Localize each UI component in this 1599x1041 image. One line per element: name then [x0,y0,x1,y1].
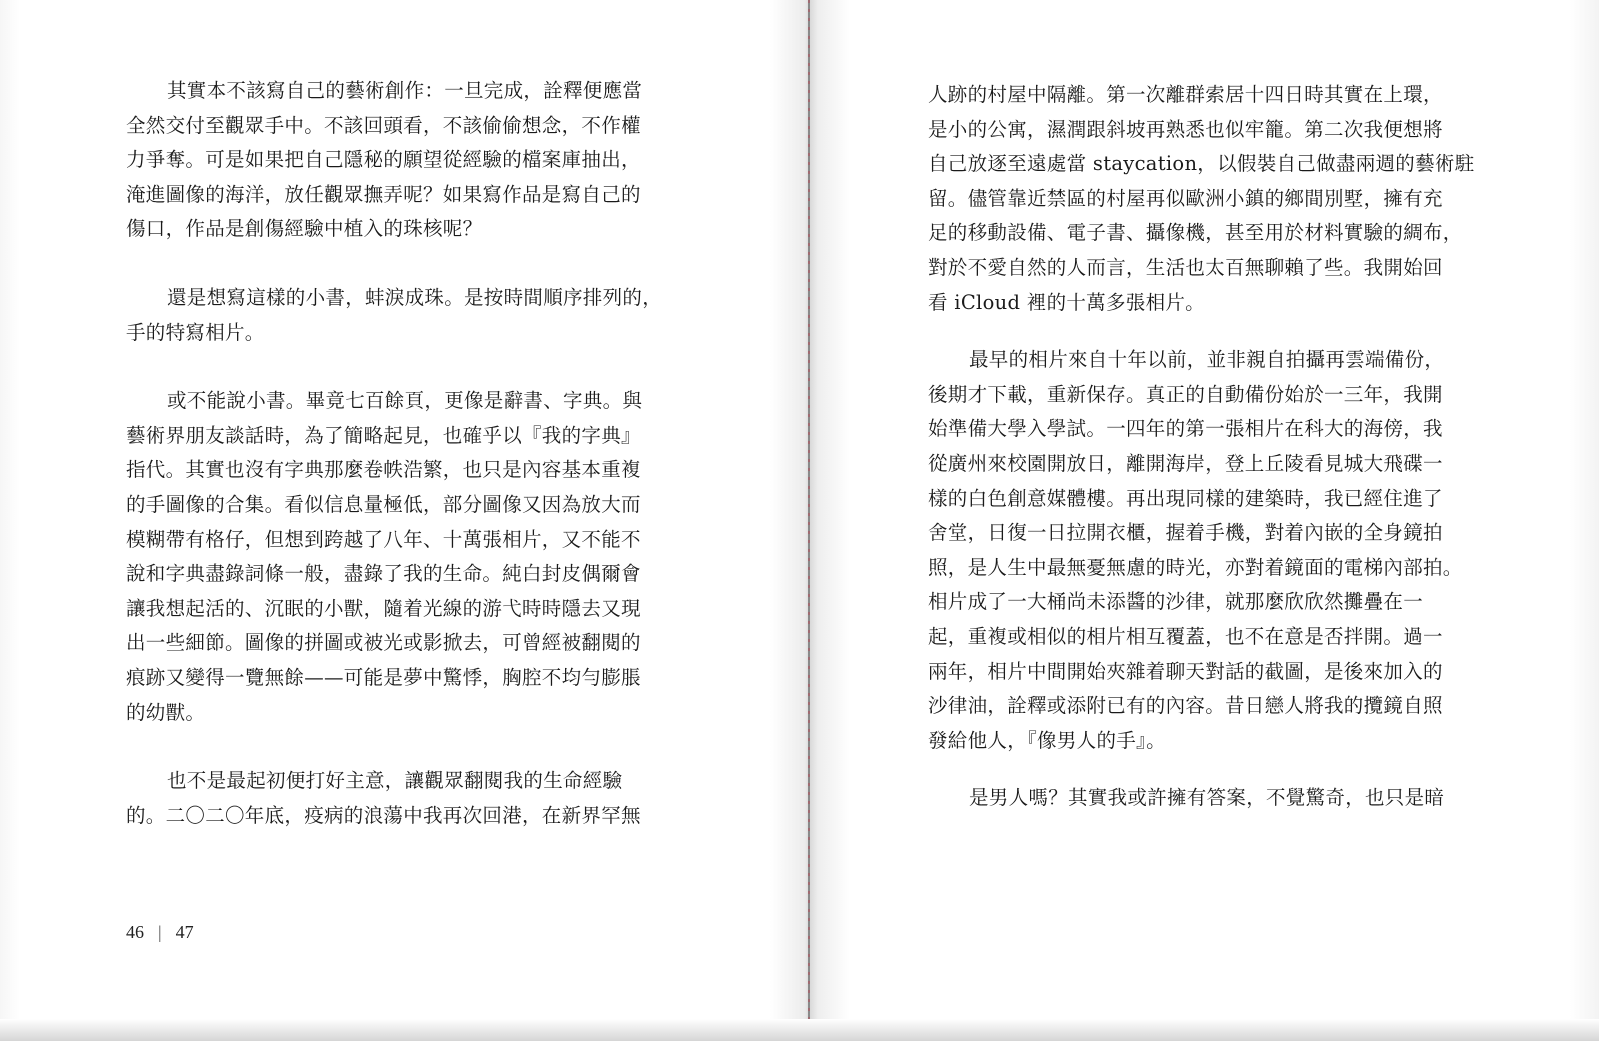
text-line: 藝術界朋友談話時，為了簡略起見，也確乎以『我的字典』 [126,423,641,447]
text-line: 後期才下載，重新保存。真正的自動備份始於一三年，我開 [928,382,1443,406]
text-line: 其實本不該寫自己的藝術創作：一旦完成，詮釋便應當 [167,79,643,102]
text-line: 指代。其實也沒有字典那麼卷帙浩繁，也只是內容基本重複 [126,458,641,482]
text-line: 照，是人生中最無憂無慮的時光，亦對着鏡面的電梯內部拍。 [928,555,1463,579]
text-line: 沙律油，詮釋或添附已有的內容。昔日戀人將我的攬鏡自照 [928,694,1443,718]
text-line: 淹進圖像的海洋，放任觀眾撫弄呢？如果寫作品是寫自己的 [126,182,641,206]
text-line: 模糊帶有格仔，但想到跨越了八年、十萬張相片，又不能不 [126,527,641,551]
right-page-body [928,78,1496,816]
text-line: 也不是最起初便打好主意，讓觀眾翻閱我的生命經驗 [167,769,623,793]
text-line: 傷口，作品是創傷經驗中植入的珠核呢？ [126,217,483,241]
text-line: 還是想寫這樣的小書，蚌淚成珠。是按時間順序排列的， [167,285,663,309]
text-line: 對於不愛自然的人而言，生活也太百無聊賴了些。我開始回 [928,255,1443,279]
text-line: 最早的相片來自十年以前，並非親自拍攝再雲端備份， [969,348,1445,372]
paragraph [126,384,692,730]
page-number-separator: | [158,922,162,942]
text-line: 兩年，相片中間開始夾雜着聊天對話的截圖，是後來加入的 [928,659,1443,683]
text-line: 痕跡又變得一覽無餘——可能是夢中驚悸，胸腔不均勻膨脹 [126,665,641,689]
text-line: 的手圖像的合集。看似信息量極低，部分圖像又因為放大而 [126,492,641,516]
page-number-left: 46 [126,922,144,942]
text-line: 手的特寫相片。 [126,320,265,344]
text-line: 是男人嗎？其實我或許擁有答案，不覺驚奇，也只是暗 [969,786,1445,810]
page-numbers [126,922,194,943]
text-line: 足的移動設備、電子書、攝像機，甚至用於材料實驗的綢布， [928,221,1463,245]
paragraph [928,78,1496,320]
text-line: 讓我想起活的、沉眠的小獸，隨着光線的游弋時時隱去又現 [126,596,641,620]
page-number-right: 47 [175,922,194,942]
text-line: 全然交付至觀眾手中。不該回頭看，不該偷偷想念，不作權 [126,113,641,137]
text-line: 舍堂，日復一日拉開衣櫃，握着手機，對着內嵌的全身鏡拍 [928,521,1443,545]
paragraph [126,281,692,350]
text-line: 人跡的村屋中隔離。第一次離群索居十四日時其實在上環， [928,83,1443,106]
text-line: 樣的白色創意媒體樓。再出現同樣的建築時，我已經住進了 [928,486,1443,510]
text-line: 自己放逐至遠處當 staycation，以假裝自己做盡兩週的藝術駐 [928,152,1475,176]
text-line: 是小的公寓，濕潤跟斜坡再熟悉也似牢籠。第二次我便想將 [928,117,1443,141]
text-line: 從廣州來校園開放日，離開海岸，登上丘陵看見城大飛碟一 [928,451,1443,475]
paragraph [928,343,1496,758]
text-line: 的幼獸。 [126,700,206,724]
paragraph [928,781,1496,816]
text-line: 發給他人，『像男人的手』。 [928,728,1166,752]
paragraph [126,764,692,833]
text-line: 始準備大學入學試。一四年的第一張相片在科大的海傍，我 [928,417,1443,441]
paragraph [126,74,692,247]
binding-stitch [808,0,810,1041]
text-line: 出一些細節。圖像的拼圖或被光或影掀去，可曾經被翻閱的 [126,631,641,655]
text-line: 或不能說小書。畢竟七百餘頁，更像是辭書、字典。與 [167,389,643,413]
text-line: 說和字典盡錄詞條一般，盡錄了我的生命。純白封皮偶爾會 [126,562,641,586]
text-line: 留。儘管靠近禁區的村屋再似歐洲小鎮的鄉間別墅，擁有充 [928,186,1443,210]
text-line: 相片成了一大桶尚未添醬的沙律，就那麼欣欣然攤疊在一 [928,590,1424,614]
text-line: 起，重複或相似的相片相互覆蓋，也不在意是否拌開。過一 [928,624,1443,648]
scan-bottom-edge [0,1019,1599,1041]
left-page-body [126,74,692,833]
text-line: 力爭奪。可是如果把自己隱秘的願望從經驗的檔案庫抽出， [126,148,641,172]
text-line: 的。二〇二〇年底，疫病的浪蕩中我再次回港，在新界罕無 [126,803,641,827]
text-line: 看 iCloud 裡的十萬多張相片。 [928,290,1205,314]
